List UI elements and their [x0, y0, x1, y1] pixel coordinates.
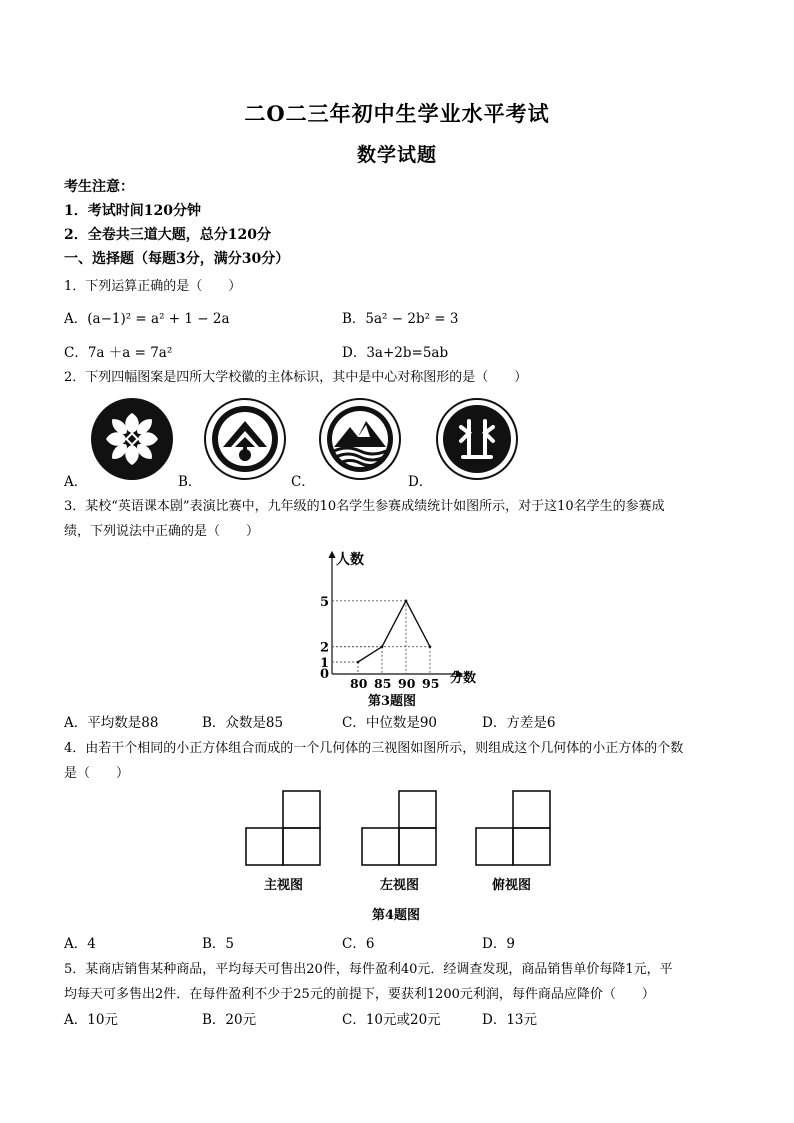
- q4-figure-caption: 第4题图: [372, 908, 421, 923]
- q1-option-c: C．7a ＋a = 7a²: [64, 345, 173, 361]
- top-view-square: [513, 828, 550, 865]
- q5-option-a: A．10元: [64, 1012, 118, 1028]
- front-view-square: [246, 828, 283, 865]
- left-view-square: [399, 791, 436, 828]
- data-point: [405, 600, 408, 603]
- q3-stem-line1: 3．某校“英语课本剧”表演比赛中，九年级的10名学生参赛成绩统计如图所示，对于这10名学生的参赛成: [64, 499, 665, 514]
- q3-option-b: B．众数是85: [202, 715, 284, 731]
- q4-three-views: [240, 786, 560, 870]
- q5-stem-line2: 均每天可多售出2件．在每件盈利不少于25元的前提下，要获利1200元利润，每件商品应降价（ ）: [64, 987, 655, 1002]
- q4-option-b: B．5: [202, 936, 235, 952]
- chart-xlabel: 分数: [450, 671, 477, 686]
- q3-option-a: A．平均数是88: [64, 715, 159, 731]
- notice-heading: 考生注意：: [64, 179, 134, 195]
- q3-stem-line2: 绩，下列说法中正确的是（ ）: [64, 524, 260, 539]
- notice-item: 1．考试时间120分钟: [64, 203, 201, 219]
- q5-option-b: B．20元: [202, 1012, 257, 1028]
- q3-option-c: C．中位数是90: [342, 715, 438, 731]
- q5-option-c: C．10元或20元: [342, 1012, 441, 1028]
- q2-label-a: A．: [64, 474, 88, 490]
- left-view-label: 左视图: [380, 878, 420, 893]
- q5-stem-line1: 5．某商店销售某种商品，平均每天可售出20件，每件盈利40元．经调查发现，商品销售单价每降1元，平: [64, 962, 673, 977]
- q4-option-d: D．9: [482, 936, 515, 952]
- data-point: [357, 661, 360, 664]
- q5-option-d: D．13元: [482, 1012, 538, 1028]
- front-view-label: 主视图: [264, 878, 304, 893]
- front-view-square: [283, 828, 320, 865]
- q3-figure-caption: 第3题图: [368, 694, 417, 709]
- x-tick-label: 90: [398, 676, 416, 688]
- front-view-square: [283, 791, 320, 828]
- exam-title: 二O二三年初中生学业水平考试: [244, 101, 550, 126]
- q2-label-d: D．: [408, 474, 433, 490]
- notice-item: 2．全卷共三道大题，总分120分: [64, 227, 271, 243]
- top-view-label: 俯视图: [492, 878, 532, 893]
- data-point: [429, 645, 432, 648]
- left-view-square: [362, 828, 399, 865]
- series-line: [358, 601, 430, 662]
- top-view-square: [513, 791, 550, 828]
- q1-option-b: B．5a² − 2b² = 3: [342, 311, 459, 327]
- chart-ylabel: 人数: [336, 552, 364, 568]
- emblem-d-icon: [435, 397, 519, 481]
- emblem-a-icon: [90, 397, 174, 481]
- left-view-square: [399, 828, 436, 865]
- y-tick-label: 2: [320, 640, 330, 656]
- x-tick-label: 95: [422, 676, 440, 688]
- q2-label-b: B．: [178, 474, 202, 490]
- q4-option-a: A．4: [64, 936, 96, 952]
- x-tick-label: 85: [374, 676, 392, 688]
- x-tick-label: 80: [350, 676, 368, 688]
- q1-stem: 1．下列运算正确的是（ ）: [64, 279, 242, 294]
- y-tick-label: 1: [320, 656, 330, 671]
- q3-option-d: D．方差是6: [482, 715, 556, 731]
- q1-option-a: A．(a−1)² = a² + 1 − 2a: [64, 311, 230, 327]
- q4-stem-line1: 4．由若干个相同的小正方体组合而成的一个几何体的三视图如图所示，则组成这个几何体的小正方体的个数: [64, 741, 684, 756]
- q3-line-chart: [300, 548, 480, 688]
- y-tick-label: 0: [320, 667, 330, 682]
- top-view-square: [476, 828, 513, 865]
- q2-stem: 2．下列四幅图案是四所大学校徽的主体标识，其中是中心对称图形的是（ ）: [64, 370, 528, 385]
- data-point: [381, 645, 384, 648]
- q2-label-c: C．: [291, 474, 315, 490]
- q4-stem-line2: 是（ ）: [64, 766, 130, 781]
- q4-option-c: C．6: [342, 936, 375, 952]
- exam-subtitle: 数学试题: [356, 144, 437, 166]
- emblem-b-icon: [203, 397, 287, 481]
- section-heading: 一、选择题（每题3分，满分30分）: [64, 251, 290, 267]
- emblem-c-icon: [318, 397, 402, 481]
- q1-option-d: D．3a+2b=5ab: [342, 345, 449, 361]
- y-tick-label: 5: [320, 594, 330, 610]
